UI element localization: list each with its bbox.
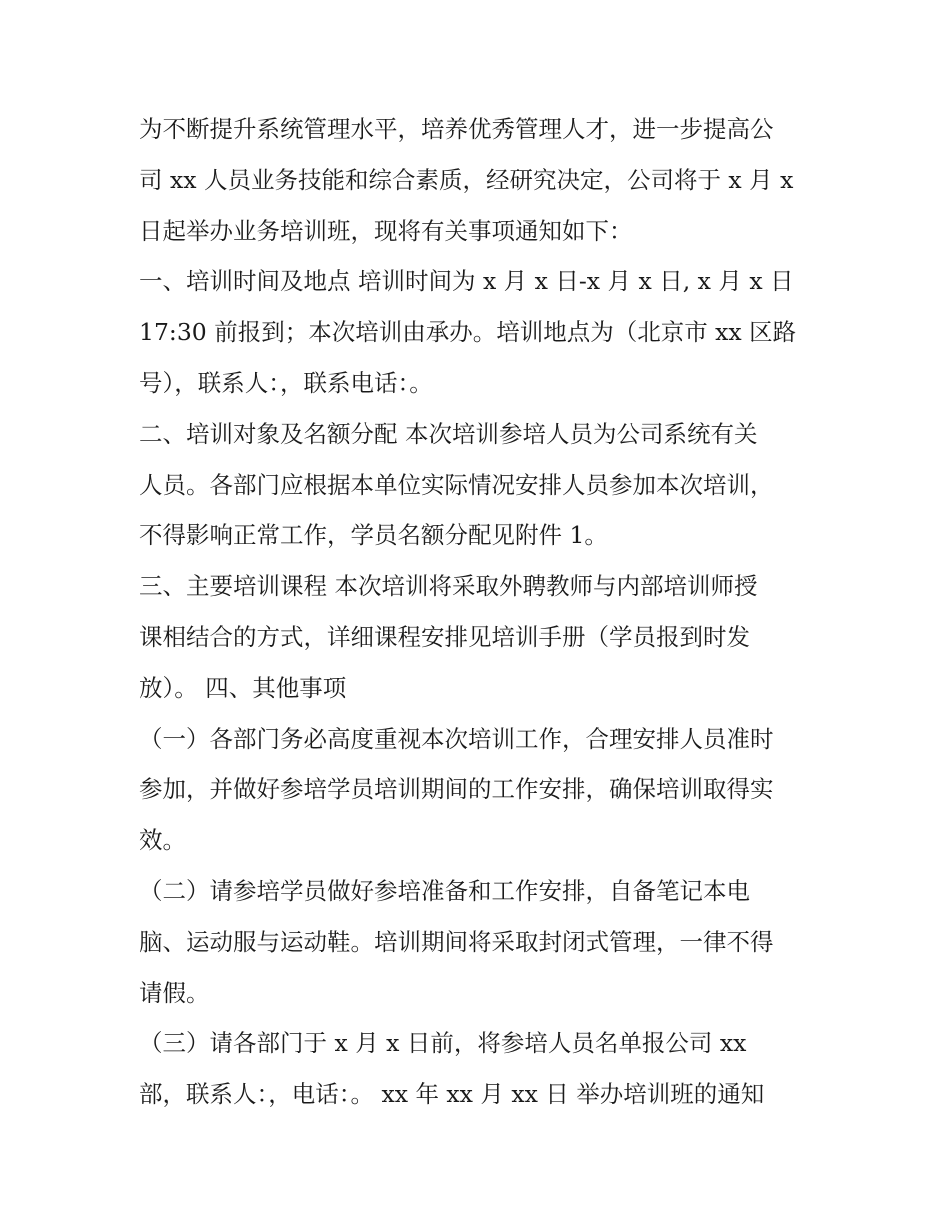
text-line: 17:30 前报到；本次培训由承办。培训地点为（北京市 xx 区路 bbox=[139, 318, 797, 347]
item-two-line: （二）请参培学员做好参培准备和工作安排，自备笔记本电 bbox=[139, 876, 750, 905]
text-line: 效。 bbox=[139, 826, 186, 855]
section-two-line: 二、培训对象及名额分配 本次培训参培人员为公司系统有关 bbox=[139, 419, 758, 448]
text-line: 人员。各部门应根据本单位实际情况安排人员参加本次培训， bbox=[139, 470, 774, 499]
section-one-line: 一、培训时间及地点 培训时间为 x 月 x 日-x 月 x 日, x 月 x 日 bbox=[139, 267, 794, 296]
text-line: 日起举办业务培训班，现将有关事项通知如下： bbox=[139, 216, 633, 245]
section-three-line: 三、主要培训课程 本次培训将采取外聘教师与内部培训师授 bbox=[139, 572, 758, 601]
text-line: 号），联系人：，联系电话：。 bbox=[139, 368, 433, 397]
text-line: 课相结合的方式，详细课程安排见培训手册（学员报到时发 bbox=[139, 622, 750, 651]
text-line: 参加，并做好参培学员培训期间的工作安排，确保培训取得实 bbox=[139, 775, 774, 804]
item-three-line: （三）请各部门于 x 月 x 日前，将参培人员名单报公司 xx bbox=[139, 1029, 747, 1058]
text-line: 请假。 bbox=[139, 978, 210, 1007]
text-line: 为不断提升系统管理水平，培养优秀管理人才，进一步提高公 bbox=[139, 115, 774, 143]
item-one-line: （一）各部门务必高度重视本次培训工作，合理安排人员准时 bbox=[139, 724, 774, 753]
section-four-line: 放）。 四、其他事项 bbox=[139, 673, 347, 702]
text-line: 不得影响正常工作，学员名额分配见附件 1。 bbox=[139, 521, 608, 550]
notice-body bbox=[139, 104, 819, 1120]
text-line: 司 xx 人员业务技能和综合素质，经研究决定，公司将于 x 月 x bbox=[139, 165, 794, 194]
closing-line: 部，联系人：，电话：。 xx 年 xx 月 xx 日 举办培训班的通知 bbox=[139, 1080, 765, 1109]
text-line: 脑、运动服与运动鞋。培训期间将采取封闭式管理，一律不得 bbox=[139, 927, 774, 956]
